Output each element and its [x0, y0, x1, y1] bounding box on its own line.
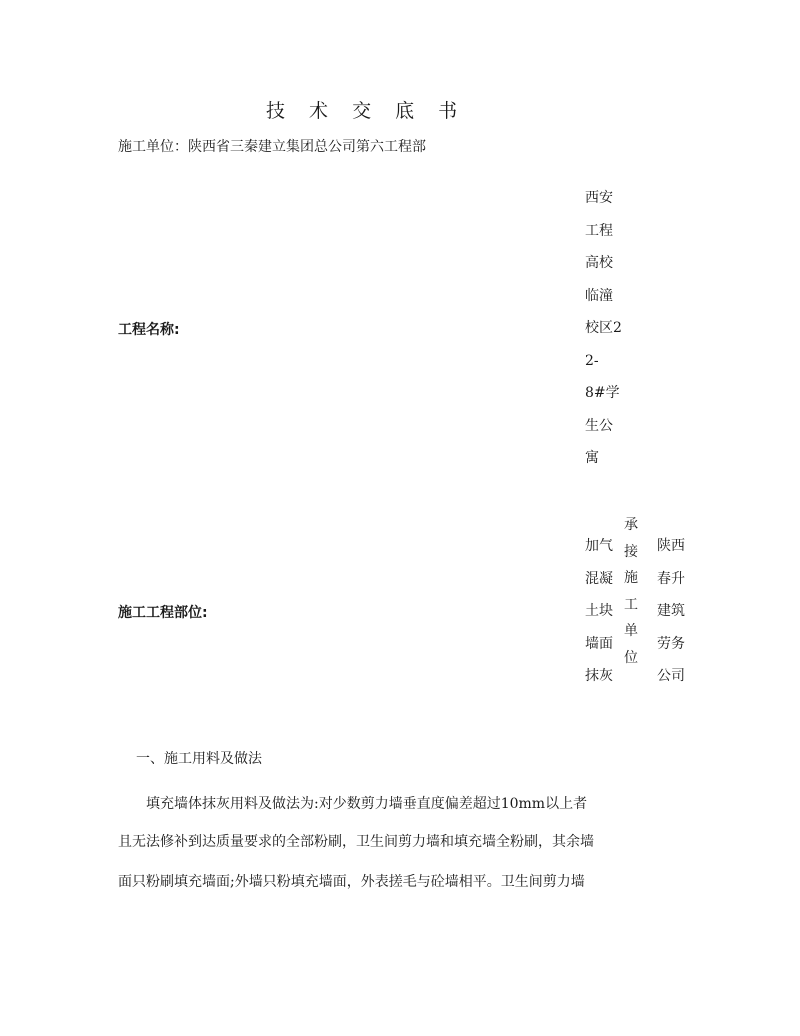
contractor-label-char: 施 [624, 570, 638, 586]
project-name-line: 工程 [585, 222, 613, 239]
contractor-label-char: 单 [624, 623, 638, 639]
project-name-line: 临潼 [585, 287, 613, 304]
construction-part-value [585, 530, 613, 693]
project-name-line: 2- [585, 352, 599, 369]
contractor-label-char: 工 [624, 596, 638, 613]
contractor-line: 陕西 [657, 538, 685, 554]
body-line: 且无法修补到达质量要求的全部粉刷，卫生间剪力墙和填充墙全粉刷，其余墙 [118, 834, 594, 850]
project-name-line: 8#学 [585, 385, 620, 401]
construction-part-line: 土块 [585, 603, 613, 619]
construction-part-line: 墙面 [585, 635, 613, 652]
project-name-line: 高校 [585, 255, 613, 271]
contractor-label-char: 承 [624, 517, 638, 533]
section-heading: 一、施工用料及做法 [136, 751, 262, 767]
construction-part-line: 混凝 [585, 570, 613, 587]
body-paragraph [118, 792, 588, 832]
body-paragraph-continued [118, 830, 594, 910]
contractor-line: 春升 [657, 570, 685, 587]
contractor-line: 建筑 [657, 603, 685, 619]
project-name-value [585, 182, 622, 475]
project-name-line: 西安 [585, 190, 613, 206]
body-line: 面只粉刷填充墙面;外墙只粉填充墙面，外表搓毛与砼墙相平。卫生间剪力墙 [118, 874, 585, 890]
contractor-line: 公司 [657, 668, 685, 684]
construction-part-line: 加气 [585, 538, 613, 554]
body-line: 填充墙体抹灰用料及做法为:对少数剪力墙垂直度偏差超过10mm以上者 [146, 796, 588, 812]
contractor-label-char: 位 [624, 649, 638, 666]
project-name-line: 生公 [585, 417, 613, 434]
contractor-line: 劳务 [657, 635, 685, 652]
project-name-line: 寓 [585, 450, 599, 466]
document-title: 技 术 交 底 书 [266, 100, 467, 122]
contractor-label [624, 512, 638, 671]
construction-unit-line: 施工单位：陕西省三秦建立集团总公司第六工程部 [118, 139, 426, 155]
contractor-value [657, 530, 685, 693]
construction-part-label: 施工工程部位: [118, 605, 208, 621]
project-name-line: 校区2 [585, 320, 622, 336]
project-name-label: 工程名称: [118, 322, 180, 338]
construction-part-line: 抹灰 [585, 668, 613, 684]
contractor-label-char: 接 [624, 543, 638, 560]
